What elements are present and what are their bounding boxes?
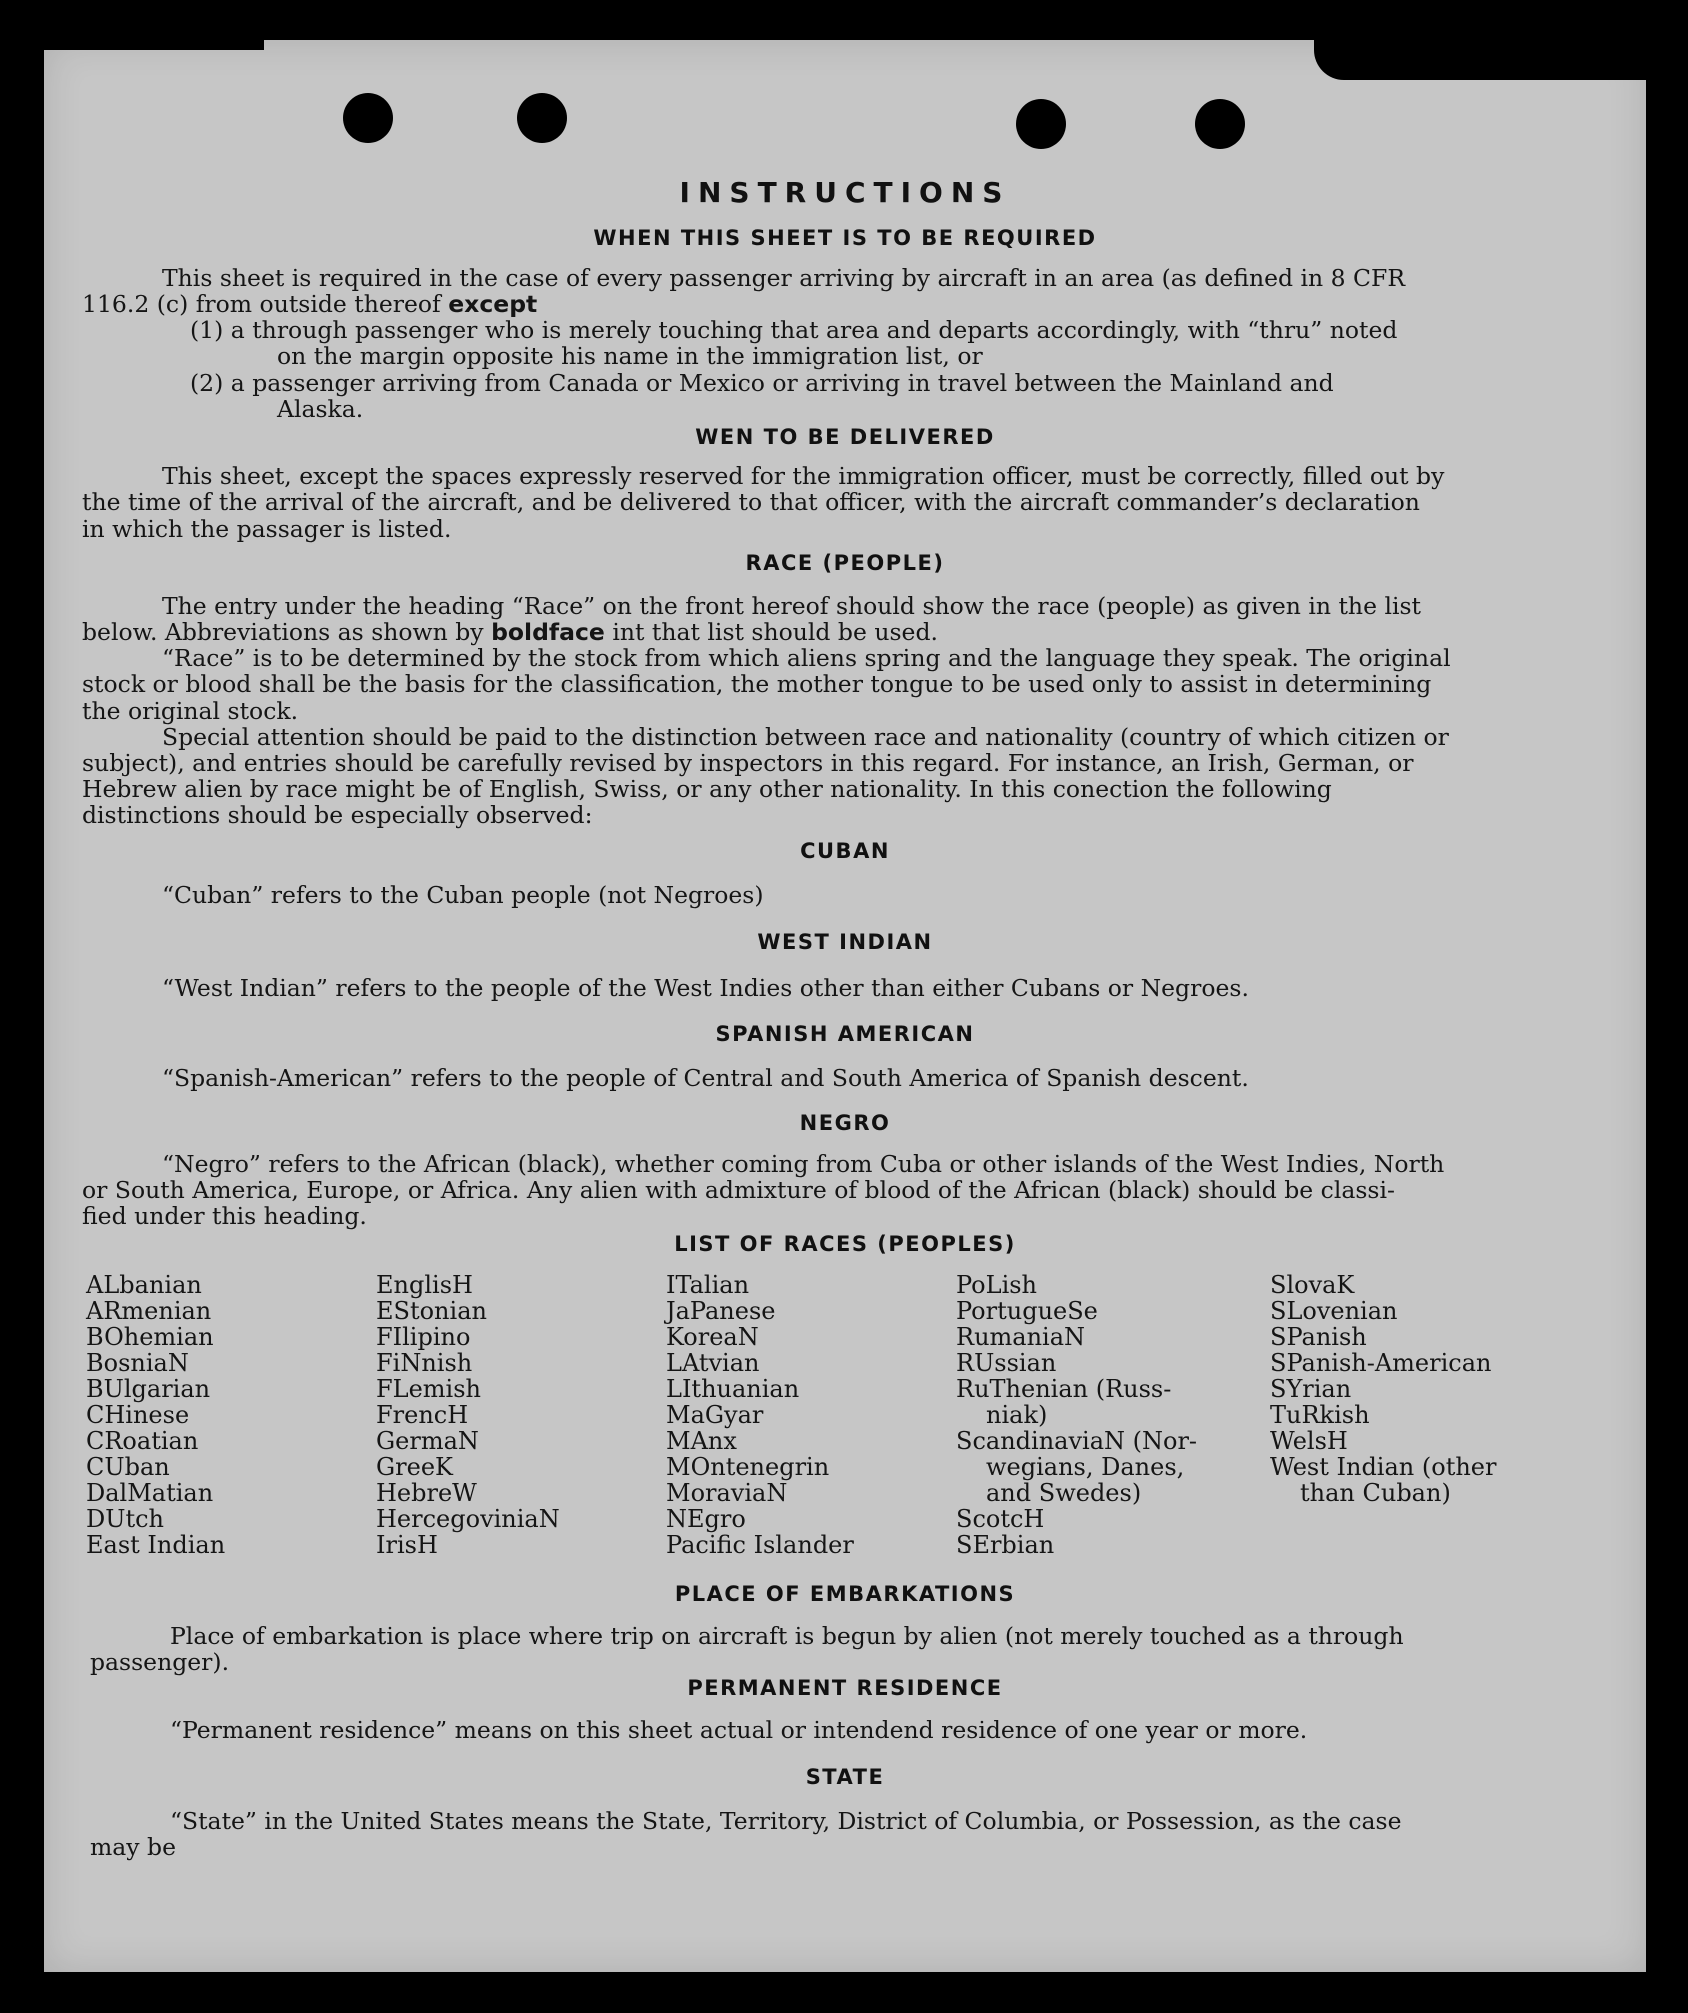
race-list-item: MAnx — [666, 1427, 737, 1455]
race-list-item: niak) — [986, 1401, 1048, 1429]
race-list-item: and Swedes) — [986, 1479, 1142, 1507]
race-list-item: MOntenegrin — [666, 1453, 830, 1481]
race-list-item: EnglisH — [376, 1271, 473, 1299]
race-list-item: MoraviaN — [666, 1479, 788, 1507]
race-list-item: CHinese — [86, 1401, 190, 1429]
race-list-item: ScandinaviaN (Nor- — [956, 1427, 1198, 1455]
race-list-item: JaPanese — [666, 1297, 776, 1325]
section-heading-list-of-races: LIST OF RACES (PEOPLES) — [674, 1232, 1016, 1256]
race-list-item: TuRkish — [1270, 1401, 1370, 1429]
race-list-item: DUtch — [86, 1505, 165, 1533]
race-list-item: LIthuanian — [666, 1375, 800, 1403]
race-list-item: SErbian — [956, 1531, 1055, 1559]
race-list-item: ScotcH — [956, 1505, 1045, 1533]
paragraph-line: distinctions should be especially observed: — [82, 801, 593, 829]
section-heading-embarkation: PLACE OF EMBARKATIONS — [674, 1582, 1016, 1606]
paragraph-line: “Negro” refers to the African (black), whether coming from Cuba or other islands of the West Indies, North — [162, 1150, 1445, 1178]
list-item: on the margin opposite his name in the immigration list, or — [277, 342, 983, 370]
section-heading-spanish-american: SPANISH AMERICAN — [715, 1022, 975, 1046]
paragraph-line: “Race” is to be determined by the stock from which aliens spring and the language they speak. The original — [162, 644, 1451, 672]
section-heading-negro: NEGRO — [799, 1111, 891, 1135]
paragraph-line: may be — [90, 1833, 176, 1861]
race-list-item: Pacific Islander — [666, 1531, 854, 1559]
race-list-item: RumaniaN — [956, 1323, 1086, 1351]
section-heading-west-indian: WEST INDIAN — [757, 930, 933, 954]
paragraph-line: fied under this heading. — [82, 1202, 367, 1230]
paragraph-text: int that list should be used. — [612, 618, 938, 646]
list-item: (2) a passenger arriving from Canada or Mexico or arriving in travel between the Mainland and — [190, 369, 1334, 397]
paragraph-line — [82, 619, 938, 645]
race-list-item: West Indian (other — [1270, 1453, 1497, 1481]
race-list-item: FLemish — [376, 1375, 481, 1403]
race-list-item: CRoatian — [86, 1427, 199, 1455]
page-title: INSTRUCTIONS — [679, 176, 1011, 209]
race-list-item: IrisH — [376, 1531, 438, 1559]
race-list-item: EStonian — [376, 1297, 487, 1325]
paragraph-line: This sheet is required in the case of every passenger arriving by aircraft in an area (as defined in 8 CFR — [162, 264, 1406, 292]
section-heading-required: WHEN THIS SHEET IS TO BE REQUIRED — [593, 226, 1097, 250]
race-list-item: MaGyar — [666, 1401, 764, 1429]
paragraph-line: stock or blood shall be the basis for the classification, the mother tongue to be used only to assist in determining — [82, 670, 1432, 698]
paragraph-line — [82, 291, 537, 317]
race-list-item: GermaN — [376, 1427, 479, 1455]
race-list-item: wegians, Danes, — [986, 1453, 1185, 1481]
paragraph-line: This sheet, except the spaces expressly reserved for the immigration officer, must be correctly, filled out by — [162, 462, 1445, 490]
paragraph-text: 116.2 (c) from outside thereof — [82, 290, 441, 318]
race-list-item: SlovaK — [1270, 1271, 1355, 1299]
race-list-item: CUban — [86, 1453, 170, 1481]
paragraph-line: The entry under the heading “Race” on the front hereof should show the race (people) as given in the list — [162, 592, 1421, 620]
race-list-item: ARmenian — [86, 1297, 212, 1325]
race-list-item: SPanish — [1270, 1323, 1367, 1351]
paragraph-line: the original stock. — [82, 697, 299, 725]
race-list-item: FiNnish — [376, 1349, 473, 1377]
emphasis-text: except — [448, 290, 538, 318]
paragraph-line: “Permanent residence” means on this sheet actual or intendend residence of one year or more. — [170, 1716, 1308, 1744]
race-list-item: SPanish-American — [1270, 1349, 1492, 1377]
race-list-item: DalMatian — [86, 1479, 214, 1507]
paragraph-line: “Cuban” refers to the Cuban people (not Negroes) — [162, 881, 764, 909]
list-item: Alaska. — [277, 395, 364, 423]
document-page — [44, 40, 1646, 1972]
paragraph-line: passenger). — [90, 1648, 230, 1676]
race-list-item: FIlipino — [376, 1323, 471, 1351]
paragraph-line: or South America, Europe, or Africa. Any alien with admixture of blood of the African (black) should be classi- — [82, 1176, 1395, 1204]
race-list-item: GreeK — [376, 1453, 453, 1481]
paragraph-text: below. Abbreviations as shown by — [82, 618, 484, 646]
race-list-item: KoreaN — [666, 1323, 759, 1351]
paragraph-line: “State” in the United States means the State, Territory, District of Columbia, or Possession, as the case — [170, 1807, 1402, 1835]
race-list-item: BosniaN — [86, 1349, 189, 1377]
emphasis-text: boldface — [491, 618, 605, 646]
paragraph-line: “West Indian” refers to the people of the West Indies other than either Cubans or Negroes. — [162, 974, 1249, 1002]
list-item: (1) a through passenger who is merely touching that area and departs accordingly, with “thru” noted — [190, 316, 1398, 344]
section-heading-delivered: WEN TO BE DELIVERED — [695, 425, 995, 449]
race-list-item: SLovenian — [1270, 1297, 1398, 1325]
punch-hole — [1195, 99, 1245, 149]
race-list-item: than Cuban) — [1300, 1479, 1451, 1507]
race-list-item: FrencH — [376, 1401, 469, 1429]
race-list-item: PoLish — [956, 1271, 1038, 1299]
paragraph-line: subject), and entries should be carefully revised by inspectors in this regard. For instance, an Irish, German, or — [82, 749, 1414, 777]
paragraph-line: “Spanish-American” refers to the people of Central and South America of Spanish descent. — [162, 1064, 1249, 1092]
race-list-item: RUssian — [956, 1349, 1057, 1377]
section-heading-state: STATE — [805, 1765, 885, 1789]
race-list-item: PortugueSe — [956, 1297, 1098, 1325]
punch-hole — [343, 93, 393, 143]
torn-edge-right — [1314, 40, 1646, 80]
race-list-item: LAtvian — [666, 1349, 760, 1377]
race-list-item: WelsH — [1270, 1427, 1348, 1455]
race-list-item: NEgro — [666, 1505, 746, 1533]
race-list-item: ALbanian — [86, 1271, 202, 1299]
race-list-item: BOhemian — [86, 1323, 214, 1351]
race-list-item: RuThenian (Russ- — [956, 1375, 1172, 1403]
paragraph-line: Hebrew alien by race might be of English, Swiss, or any other nationality. In this conection the following — [82, 775, 1332, 803]
race-list-item: HercegoviniaN — [376, 1505, 560, 1533]
section-heading-cuban: CUBAN — [800, 839, 890, 863]
paragraph-line: in which the passager is listed. — [82, 515, 452, 543]
punch-hole — [1016, 99, 1066, 149]
punch-hole — [517, 93, 567, 143]
race-list-item: East Indian — [86, 1531, 226, 1559]
section-heading-race: RACE (PEOPLE) — [745, 551, 945, 575]
paragraph-line: the time of the arrival of the aircraft, and be delivered to that officer, with the aircraft commander’s declaration — [82, 488, 1420, 516]
paragraph-line: Special attention should be paid to the distinction between race and nationality (country of which citizen or — [162, 723, 1449, 751]
torn-edge-left — [44, 40, 264, 50]
race-list-item: HebreW — [376, 1479, 477, 1507]
paragraph-line: Place of embarkation is place where trip on aircraft is begun by alien (not merely touched as a through — [170, 1622, 1404, 1650]
race-list-item: SYrian — [1270, 1375, 1352, 1403]
race-list-item: ITalian — [666, 1271, 750, 1299]
race-list-item: BUlgarian — [86, 1375, 211, 1403]
section-heading-residence: PERMANENT RESIDENCE — [687, 1676, 1003, 1700]
